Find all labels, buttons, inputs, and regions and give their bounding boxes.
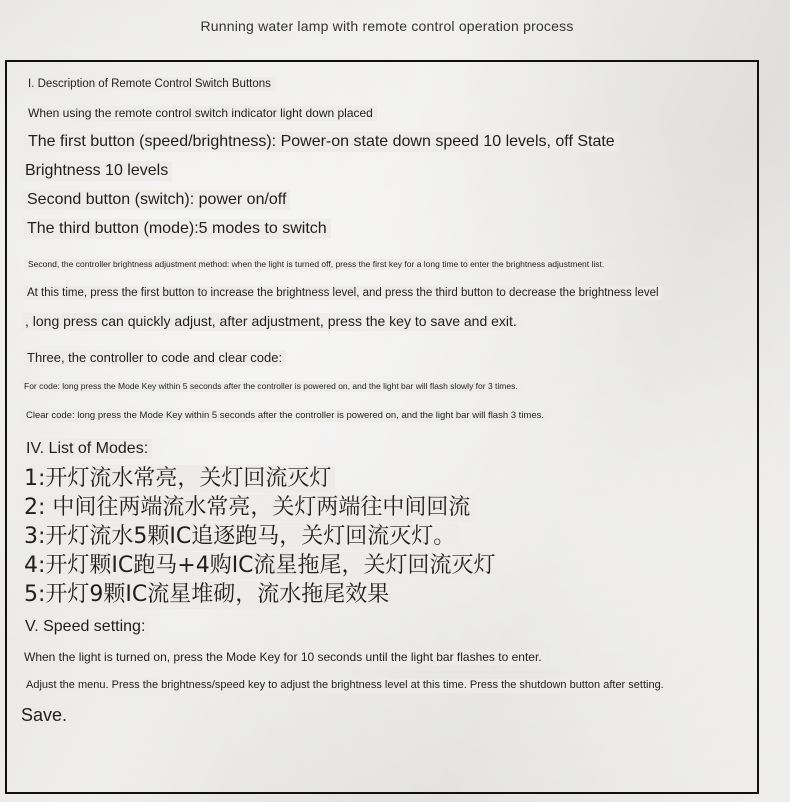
speed-setting-line2: Adjust the menu. Press the brightness/speed key to adjust the brightness level at this time. Press the shutdown button after setting. — [22, 679, 668, 693]
section5-heading: V. Speed setting: — [21, 617, 149, 637]
section1-note: When using the remote control switch indicator light down placed — [24, 106, 377, 121]
page-title: Running water lamp with remote control operation process — [200, 18, 574, 34]
section1-heading: I. Description of Remote Control Switch Buttons — [24, 77, 275, 91]
mode-item-3: 3:开灯流水5颗IC追逐跑马，关灯回流灭灯。 — [20, 523, 459, 551]
speed-setting-line1: When the light is turned on, press the Mode Key for 10 seconds until the light bar flashes to enter. — [20, 650, 546, 665]
button1-description-cont: Brightness 10 levels — [21, 161, 172, 181]
clear-code-instruction: Clear code: long press the Mode Key within 5 seconds after the controller is powered on, and the light bar will flash 3 times. — [22, 410, 548, 422]
brightness-method-line1: Second, the controller brightness adjustment method: when the light is turned off, press the first key for a long time to enter the brightness adjustment list. — [24, 259, 608, 270]
button3-description: The third button (mode):5 modes to switch — [23, 219, 331, 239]
section4-heading: IV. List of Modes: — [22, 439, 152, 459]
mode-item-4: 4:开灯颗IC跑马+4购IC流星拖尾，关灯回流灭灯 — [20, 552, 500, 580]
section3-heading: Three, the controller to code and clear code: — [23, 350, 286, 366]
mode-item-2: 2: 中间往两端流水常亮，关灯两端往中间回流 — [20, 494, 474, 522]
button1-description: The first button (speed/brightness): Power-on state down speed 10 levels, off State — [24, 132, 619, 152]
mode-item-1: 1:开灯流水常亮，关灯回流灭灯 — [20, 465, 335, 493]
brightness-method-line3: , long press can quickly adjust, after adjustment, press the key to save and exit. — [21, 313, 521, 331]
brightness-method-line2: At this time, press the first button to increase the brightness level, and press the third button to decrease the brightness level — [23, 286, 663, 300]
code-instruction: For code: long press the Mode Key within 5 seconds after the controller is powered on, and the light bar will flash slowly for 3 times. — [20, 381, 522, 392]
button2-description: Second button (switch): power on/off — [23, 190, 290, 210]
speed-setting-line3: Save. — [17, 704, 71, 727]
mode-item-5: 5:开灯9颗IC流星堆砌，流水拖尾效果 — [20, 581, 393, 609]
